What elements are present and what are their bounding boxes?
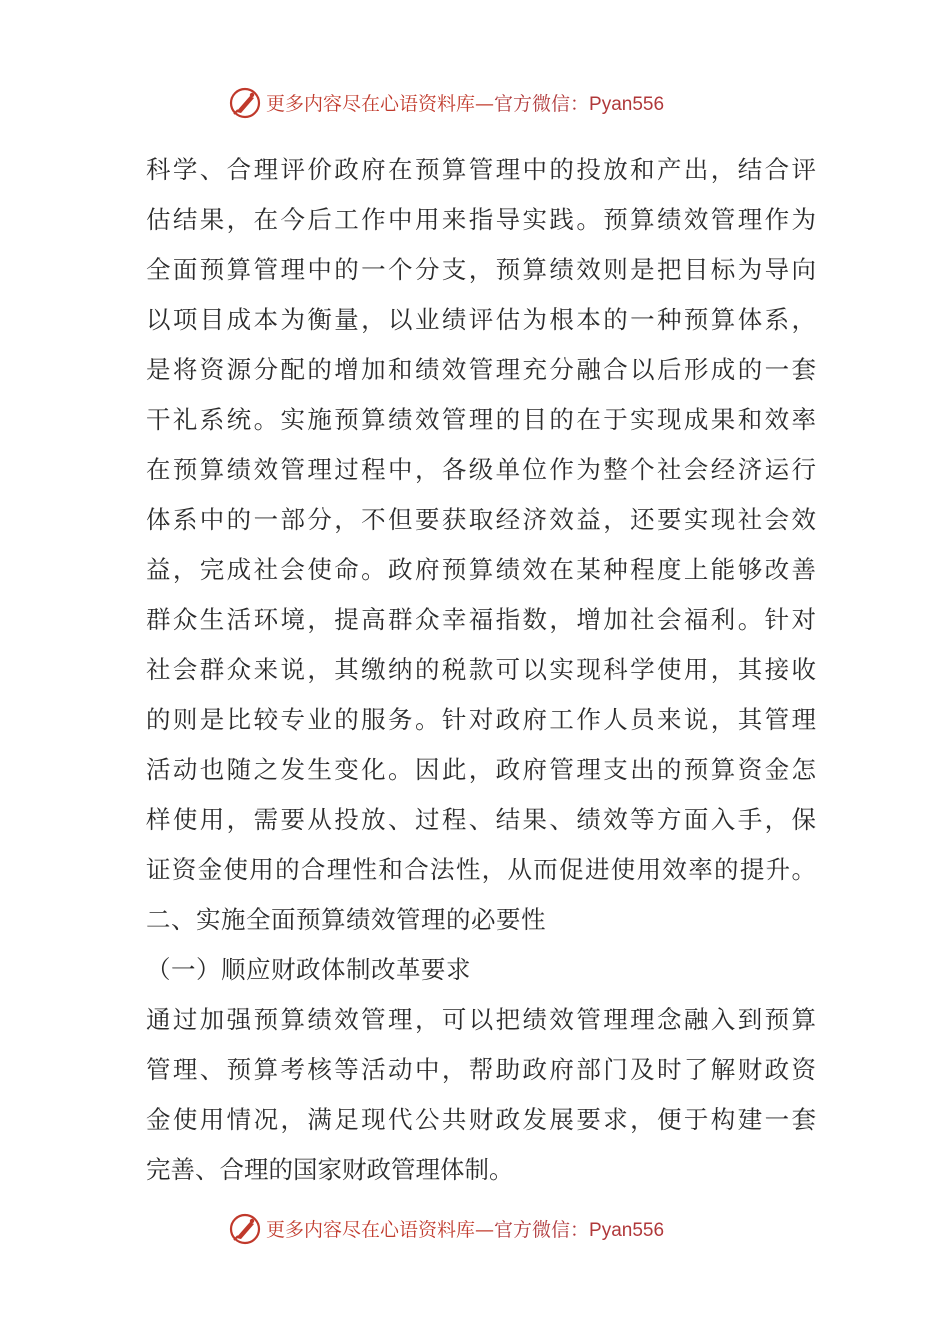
footer-banner — [0, 1210, 950, 1250]
text-line: 干礼系统。实施预算绩效管理的目的在于实现成果和效率 — [146, 405, 816, 434]
section-heading: 二、实施全面预算绩效管理的必要性 — [146, 905, 546, 934]
header-banner — [0, 84, 950, 124]
banner-text — [266, 92, 664, 117]
text-line: 的则是比较专业的服务。针对政府工作人员来说，其管理 — [146, 705, 816, 734]
text-line: 在预算绩效管理过程中，各级单位作为整个社会经济运行 — [146, 455, 816, 484]
banner-wechat: 官方微信：Pyan556 — [494, 1220, 665, 1241]
text-line: 金使用情况，满足现代公共财政发展要求，便于构建一套 — [146, 1105, 816, 1134]
text-line: 以项目成本为衡量，以业绩评估为根本的一种预算体系， — [146, 305, 816, 334]
text-line: 社会群众来说，其缴纳的税款可以实现科学使用，其接收 — [146, 655, 816, 684]
pen-logo-icon — [228, 1212, 262, 1246]
text-line: 活动也随之发生变化。因此，政府管理支出的预算资金怎 — [146, 755, 816, 784]
text-line: 是将资源分配的增加和绩效管理充分融合以后形成的一套 — [146, 355, 816, 384]
text-line: 完善、合理的国家财政管理体制。 — [146, 1155, 514, 1184]
document-body — [146, 145, 816, 1195]
text-line: 证资金使用的合理性和合法性，从而促进使用效率的提升。 — [146, 855, 816, 884]
banner-text — [266, 1218, 664, 1243]
text-line: 体系中的一部分，不但要获取经济效益，还要实现社会效 — [146, 505, 816, 534]
text-line: 管理、预算考核等活动中，帮助政府部门及时了解财政资 — [146, 1055, 816, 1084]
banner-prefix: 更多内容尽在心语资料库— — [266, 1219, 495, 1241]
text-line: 样使用，需要从投放、过程、结果、绩效等方面入手，保 — [146, 805, 816, 834]
subsection-heading: （一）顺应财政体制改革要求 — [146, 955, 471, 984]
banner-prefix: 更多内容尽在心语资料库— — [266, 93, 495, 115]
text-line: 科学、合理评价政府在预算管理中的投放和产出，结合评 — [146, 155, 816, 184]
text-line: 益，完成社会使命。政府预算绩效在某种程度上能够改善 — [146, 555, 816, 584]
pen-logo-icon — [228, 86, 262, 120]
text-line: 估结果，在今后工作中用来指导实践。预算绩效管理作为 — [146, 205, 816, 234]
text-line: 通过加强预算绩效管理，可以把绩效管理理念融入到预算 — [146, 1005, 816, 1034]
text-line: 全面预算管理中的一个分支，预算绩效则是把目标为导向 — [146, 255, 816, 284]
banner-wechat: 官方微信：Pyan556 — [494, 94, 665, 115]
text-line: 群众生活环境，提高群众幸福指数，增加社会福利。针对 — [146, 605, 816, 634]
